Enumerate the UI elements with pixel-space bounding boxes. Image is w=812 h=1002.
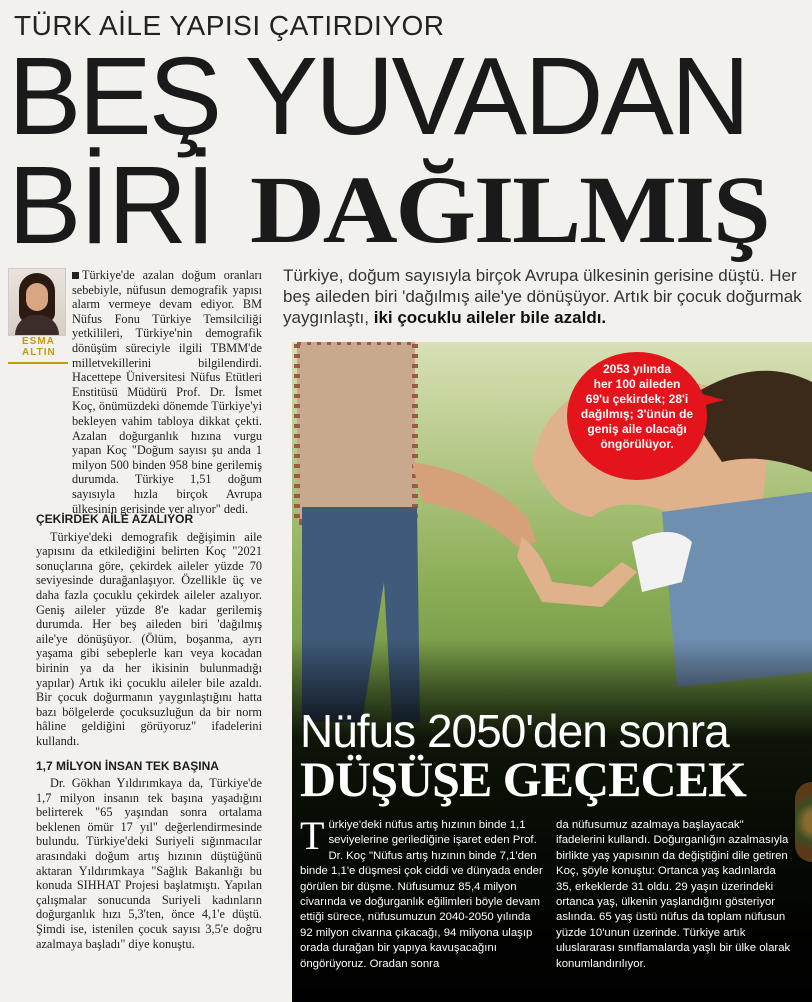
author-avatar xyxy=(8,268,66,336)
section-heading-2: 1,7 MİLYON İNSAN TEK BAŞINA xyxy=(36,758,219,773)
section-text-1: Türkiye'deki demografik değişimin aile yapısını da etkilediğini belirten Koç "2021 sonuçlarına göre, çekirdek aileler yüzde 70 seviyesinde durağanlaşıyor. Özellikle üç ve daha fazla çocuklu çekirdek aileler azalıyor. Geniş aileler yüzde 8'e kadar gerilemiş durumda. Her beş aileden biri 'dağılmış aile'ye dönüşüyor. (Ölüm, boşanma, ayrı yaşama gibi sebeplerle karı veya kocadan birinin ya da her ikisinin bulunmadığı yapılar) Artık iki çocuklu aileler bile azaldı. Bir çocuk doğurmanın yaygınlaştığını hatta bazı bölgelerde çocuksuzluğun da bir norm hâline geldiğini görüyoruz" ifadelerini kullandı. xyxy=(36,529,262,748)
section-heading-1: ÇEKİRDEK AİLE AZALIYOR xyxy=(36,512,194,526)
headline-line1: BEŞ YUVADAN xyxy=(8,35,748,158)
author-last-name: ALTIN xyxy=(22,347,56,358)
photo-headline-line2: DÜŞÜŞE GEÇECEK xyxy=(300,751,746,807)
photo-body-col2 xyxy=(556,818,792,972)
stat-bubble xyxy=(567,352,707,480)
bubble-line: 69'u çekirdek; 28'i xyxy=(585,392,689,406)
section-text-2: Dr. Gökhan Yıldırımkaya da, Türkiye'de 1,7 milyon insanın tek başına yaşadığını belirterek "65 yaşından sonra ortalama beklenen ömür 17 yıl" değerlendirmesinde bulundu. Türkiye'deki Suriyeli sığınmacılar arasındaki doğum artış hızının düştüğünü aktaran Yıldırımkaya "Sağlık Bakanlığı bu konuda SIHHAT Projesi başlatmıştı. Yapılan çalışmalar sonucunda Suriyeli kadınların doğurganlık hızı 5,3'ten, önce 4,1'e düştü. Şimdi ise, istenilen çocuk sayısı 3,5'e doğru azalmaya başladı" diye konuştu. xyxy=(36,776,262,951)
bubble-line: 2053 yılında xyxy=(602,362,672,376)
edge-photo-fragment xyxy=(795,782,812,862)
author-divider xyxy=(8,362,68,364)
author-first-name: ESMA xyxy=(22,336,55,347)
kicker: TÜRK AİLE YAPISI ÇATIRDIYOR xyxy=(14,10,445,41)
intro-paragraph: Türkiye'de azalan doğum oranları sebebiyle, nüfusun demografik yapısı alarm vermeye devam ediyor. BM Nüfus Fonu Türkiye Temsilciliği yetkilileri, Türkiye'nin demografik dönüşüm süreciyle ilgili TBMM'de milletvekillerini bilgilendirdi. Hacettepe Üniversitesi Nüfus Etütleri Enstitüsü Müdürü Prof. Dr. İsmet Koç, önümüzdeki dönemde Türkiye'yi bekleyen vahim tabloya dikkat çekti. Azalan doğurganlık hızına vurgu yapan Koç "Doğum sayısı şu anda 1 milyon 500 binden 958 bine gerilemiş durumda. Türkiye 1,51 doğum sayısıyla hızla birçok Avrupa ülkesinin gerisinde yer alıyor" dedi. xyxy=(72,268,262,516)
author-name xyxy=(22,336,56,358)
headline-line2-bold: DAĞILMIŞ xyxy=(250,156,769,263)
bubble-line: dağılmış; 3'ünün de xyxy=(580,407,694,421)
body-column xyxy=(36,512,262,951)
lead-bold: iki çocuklu aileler bile azaldı. xyxy=(373,308,607,327)
bullet-square-icon xyxy=(72,272,79,279)
photo-body-text-1: ürkiye'deki nüfus artış hızının binde 1,1 seviyelerine gerilediğine işaret eden Prof. Dr. Koç "Nüfus artış hızının binde 7,1'den binde 1,1'e düşmesi çok ciddi ve dünyada ender görülen bir düşme. Nüfusumuz 85,4 milyon civarında ve doğurganlık eğilimleri böyle devam ettiği sürece, nüfusumuzun 2040-2050 yılında 92 milyon civarına çıkacağı, 94 milyona ulaşıp orada durağan bir yapıya kavuşacağını öngörüyoruz. Oradan sonra xyxy=(300,819,543,970)
lead-text: Türkiye, doğum sayısıyla birçok Avrupa ülkesinin gerisine düştü. Her beş aileden biri 'dağılmış aile'ye dönüşüyor. Artık bir çocuk doğurmak yaygınlaştı, xyxy=(283,266,802,327)
lead-paragraph xyxy=(283,265,803,328)
bubble-line: her 100 aileden xyxy=(593,377,681,391)
bubble-line: öngörülüyor. xyxy=(600,437,674,451)
bubble-line: geniş aile olacağı xyxy=(587,422,687,436)
headline-line2-light: BİRİ xyxy=(8,144,214,267)
dropcap: T xyxy=(300,813,325,858)
photo-headline-line1: Nüfus 2050'den sonra xyxy=(300,705,729,757)
intro-column xyxy=(72,268,262,516)
photo-body-col1 xyxy=(300,813,544,972)
photo-body-text-2: da nüfusumuz azalmaya başlayacak" ifadelerini kullandı. Doğurganlığın azalmasıyla birlikte yaş yapısının da değiştiğini dile getiren Koç, şöyle konuştu: Ortanca yaş kadınlarda 35, erkeklerde 31 oldu. 29 yaşın üzerindeki ortanca yaş, ülkenin yaşlandığını gösteriyor aslında. 65 yaş üstü nüfus da toplam nüfusun yüzde 10'unun üzerinde. Türkiye artık uluslararası sınıflamalarda yaşlı bir ülke olarak konumlandırılıyor. xyxy=(556,819,791,970)
bubble-tail xyxy=(698,393,724,407)
